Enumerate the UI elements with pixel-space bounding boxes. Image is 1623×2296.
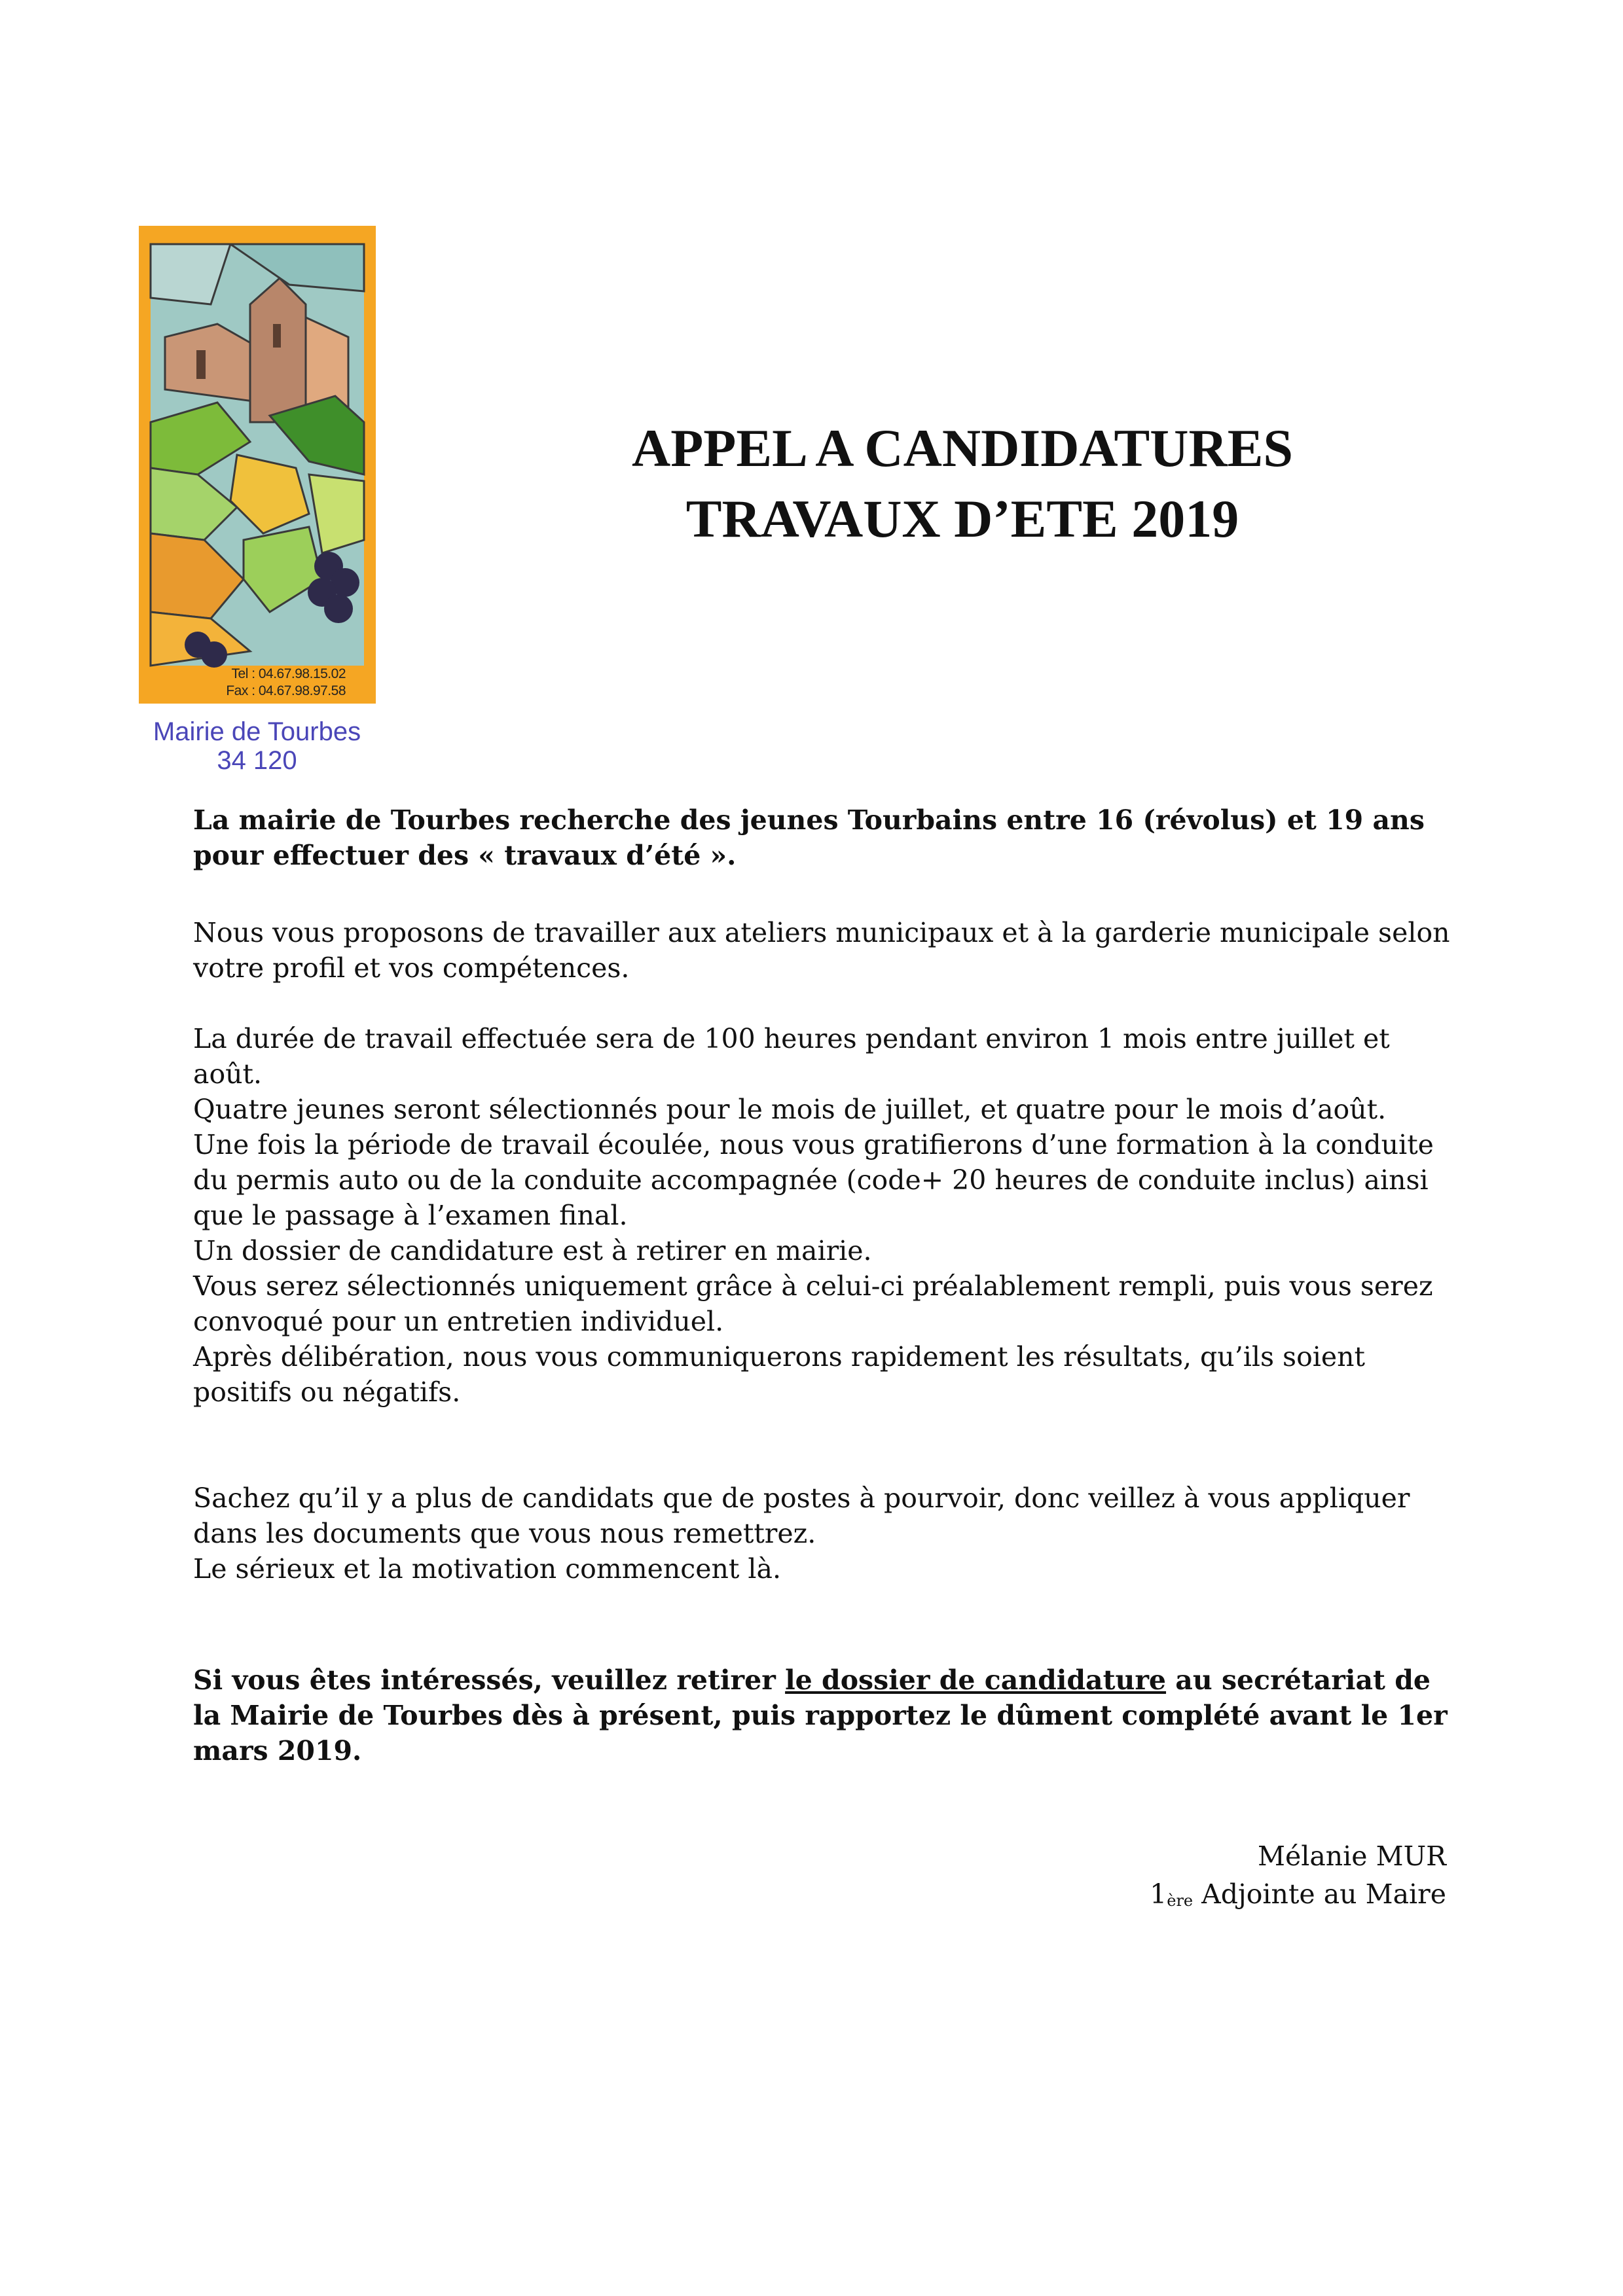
logo-fax: Fax : 04.67.98.97.58 bbox=[226, 683, 346, 698]
stained-glass-window-image bbox=[139, 226, 376, 704]
paragraph-1: Nous vous proposons de travailler aux ateliers municipaux et à la garderie municipale selon votre profil et vos compétences. bbox=[193, 917, 1450, 984]
paragraph-3-line: Le sérieux et la motivation commencent là. bbox=[193, 1553, 781, 1585]
logo-caption-postcode: 34 120 bbox=[217, 746, 297, 775]
document-title-line2: TRAVAUX D’ETE 2019 bbox=[685, 489, 1239, 548]
mairie-logo bbox=[139, 226, 376, 704]
paragraph-2 bbox=[193, 1021, 1457, 1410]
paragraph-2-line: La durée de travail effectuée sera de 100 heures pendant environ 1 mois entre juillet et août. bbox=[193, 1023, 1390, 1090]
paragraph-2-line: Quatre jeunes seront sélectionnés pour le mois de juillet, et quatre pour le mois d’août. bbox=[193, 1094, 1387, 1125]
closing-paragraph bbox=[193, 1662, 1457, 1768]
signature-ordinal-suffix: ère bbox=[1167, 1892, 1194, 1910]
paragraph-2-line: Vous serez sélectionnés uniquement grâce à celui-ci préalablement rempli, puis vous serez convoqué pour un entretien individuel. bbox=[193, 1270, 1433, 1337]
paragraph-3-line: Sachez qu’il y a plus de candidats que de postes à pourvoir, donc veillez à vous appliquer dans les documents que vous nous remettrez. bbox=[193, 1482, 1410, 1549]
signature-name: Mélanie MUR bbox=[1257, 1840, 1446, 1872]
closing-text-after: au secrétariat de la Mairie de Tourbes dès à présent, puis rapportez le dûment complété avant le 1er mars 2019. bbox=[193, 1664, 1448, 1767]
signature-role bbox=[1150, 1876, 1446, 1916]
paragraph-2-line: Une fois la période de travail écoulée, nous vous gratifierons d’une formation à la conduite du permis auto ou de la conduite accompagnée (code+ 20 heures de conduite inclus) ainsi que le passage à l’examen final. bbox=[193, 1129, 1434, 1231]
document-title-line1: APPEL A CANDIDATURES bbox=[632, 418, 1293, 478]
closing-text-before: Si vous êtes intéressés, veuillez retirer bbox=[193, 1664, 786, 1696]
logo-caption-name: Mairie de Tourbes bbox=[153, 717, 361, 746]
paragraph-2-line: Un dossier de candidature est à retirer en mairie. bbox=[193, 1235, 872, 1266]
intro-paragraph: La mairie de Tourbes recherche des jeunes Tourbains entre 16 (révolus) et 19 ans pour effectuer des « travaux d’été ». bbox=[193, 804, 1425, 871]
application-file-link: le dossier de candidature bbox=[785, 1664, 1167, 1696]
signature-role-text: Adjointe au Maire bbox=[1193, 1878, 1446, 1910]
logo-phone: Tel : 04.67.98.15.02 bbox=[231, 666, 346, 681]
signature-ordinal: 1 bbox=[1150, 1878, 1167, 1910]
paragraph-3 bbox=[193, 1480, 1457, 1587]
paragraph-2-line: Après délibération, nous vous communiquerons rapidement les résultats, qu’ils soient positifs ou négatifs. bbox=[193, 1341, 1366, 1408]
